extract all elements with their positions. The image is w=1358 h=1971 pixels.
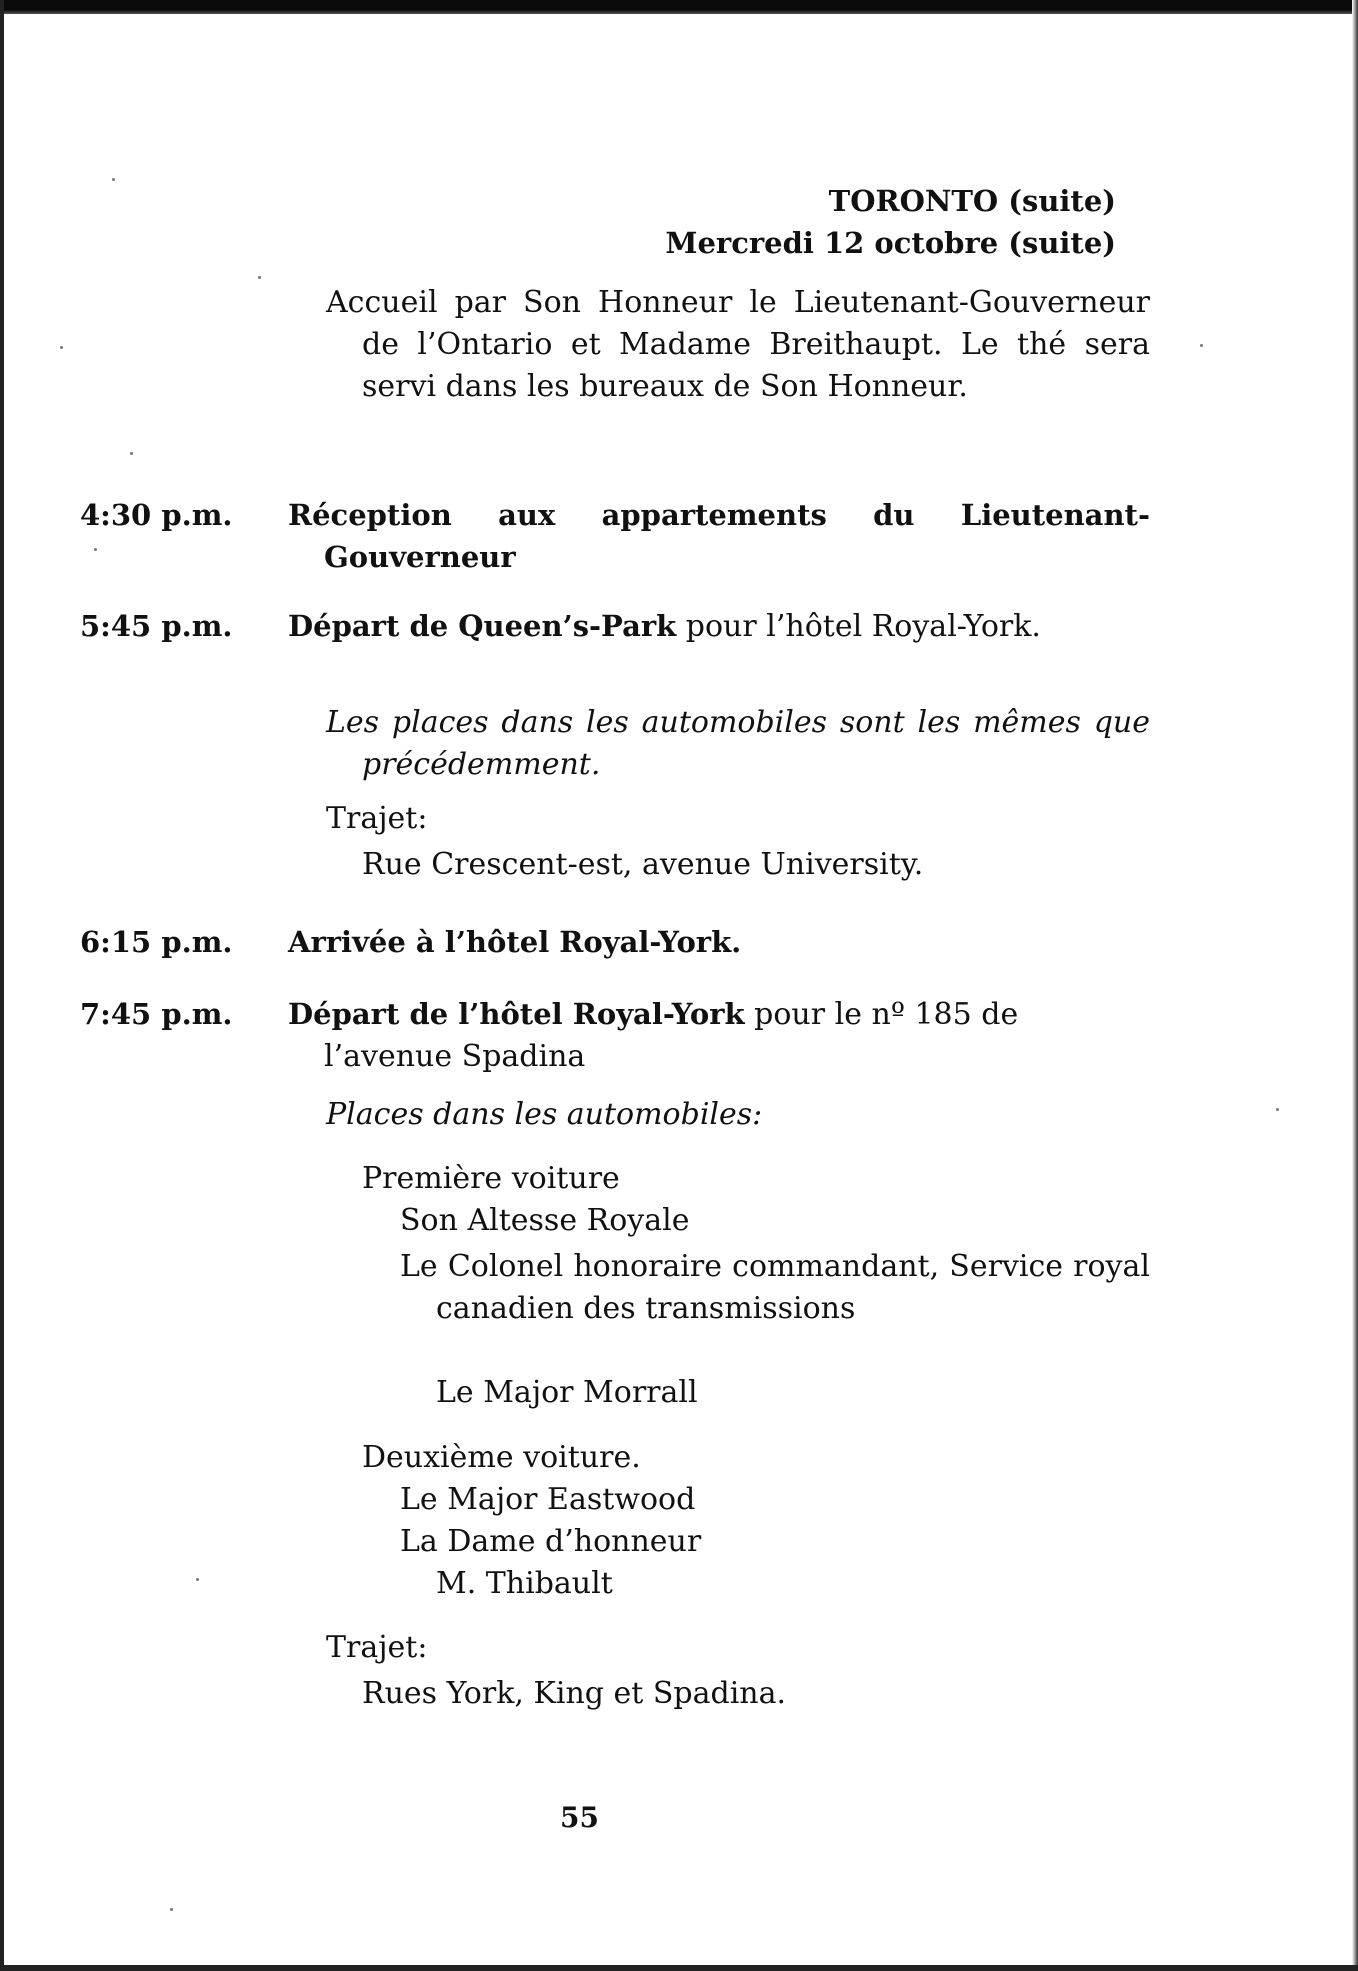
header-date: Mercredi 12 octobre (suite)	[665, 226, 1116, 260]
intro-paragraph: Accueil par Son Honneur le Lieutenant-Gouverneur de l’Ontario et Madame Breithaupt. Le thé sera servi dans les bureaux de Son Honneur.	[326, 285, 1150, 404]
entry-time: 6:15 p.m.	[80, 925, 233, 959]
header-city: TORONTO (suite)	[828, 184, 1116, 218]
scan-speck	[1276, 1108, 1279, 1111]
entry-title-bold: Départ de Queen’s-Park	[288, 609, 677, 643]
scan-speck	[112, 178, 115, 181]
scan-speck	[60, 346, 63, 349]
scan-speck	[258, 276, 261, 279]
entry-time: 4:30 p.m.	[80, 498, 233, 532]
entry-title-bold: Départ de l’hôtel Royal-York	[288, 997, 745, 1031]
entry-title	[288, 993, 1150, 1078]
entry-title	[288, 605, 1150, 648]
passenger: La Dame d’honneur	[400, 1524, 702, 1559]
page-number: 55	[560, 1801, 599, 1834]
passenger: Le Major Morrall	[436, 1375, 698, 1410]
route-text: Rue Crescent-est, avenue University.	[362, 847, 924, 882]
passenger: Le Major Eastwood	[400, 1482, 696, 1517]
page-edge-bottom	[0, 1965, 1358, 1971]
entry-note: Les places dans les automobiles sont les mêmes que précédemment.	[326, 705, 1150, 782]
route-label: Trajet:	[326, 1630, 428, 1665]
route-label: Trajet:	[326, 801, 428, 836]
entry-title: Réception aux appartements du Lieutenant-Gouverneur	[288, 498, 1150, 574]
entry-note: Places dans les automobiles:	[326, 1097, 763, 1132]
passenger: Son Altesse Royale	[400, 1203, 690, 1238]
page-edge-left	[0, 0, 4, 1971]
scan-speck	[170, 1908, 173, 1911]
running-header	[665, 180, 1116, 264]
entry-time: 5:45 p.m.	[80, 609, 233, 643]
passenger: M. Thibault	[436, 1566, 613, 1601]
page-edge-right	[1352, 0, 1358, 1971]
scan-speck	[196, 1578, 199, 1581]
scan-speck	[94, 548, 97, 551]
route-text: Rues York, King et Spadina.	[362, 1676, 787, 1711]
scan-speck	[1200, 344, 1203, 347]
passenger: Le Colonel honoraire commandant, Service royal canadien des transmissions	[400, 1249, 1150, 1326]
page-edge-top	[0, 0, 1358, 14]
car-label: Deuxième voiture.	[362, 1440, 641, 1475]
entry-title-rest: pour le nº 185 de l’avenue Spadina	[324, 997, 1019, 1074]
entry-time: 7:45 p.m.	[80, 997, 233, 1031]
scan-speck	[130, 452, 133, 455]
car-label: Première voiture	[362, 1161, 620, 1196]
entry-title: Arrivée à l’hôtel Royal-York.	[288, 925, 742, 959]
entry-title-rest: pour l’hôtel Royal-York.	[676, 609, 1041, 644]
